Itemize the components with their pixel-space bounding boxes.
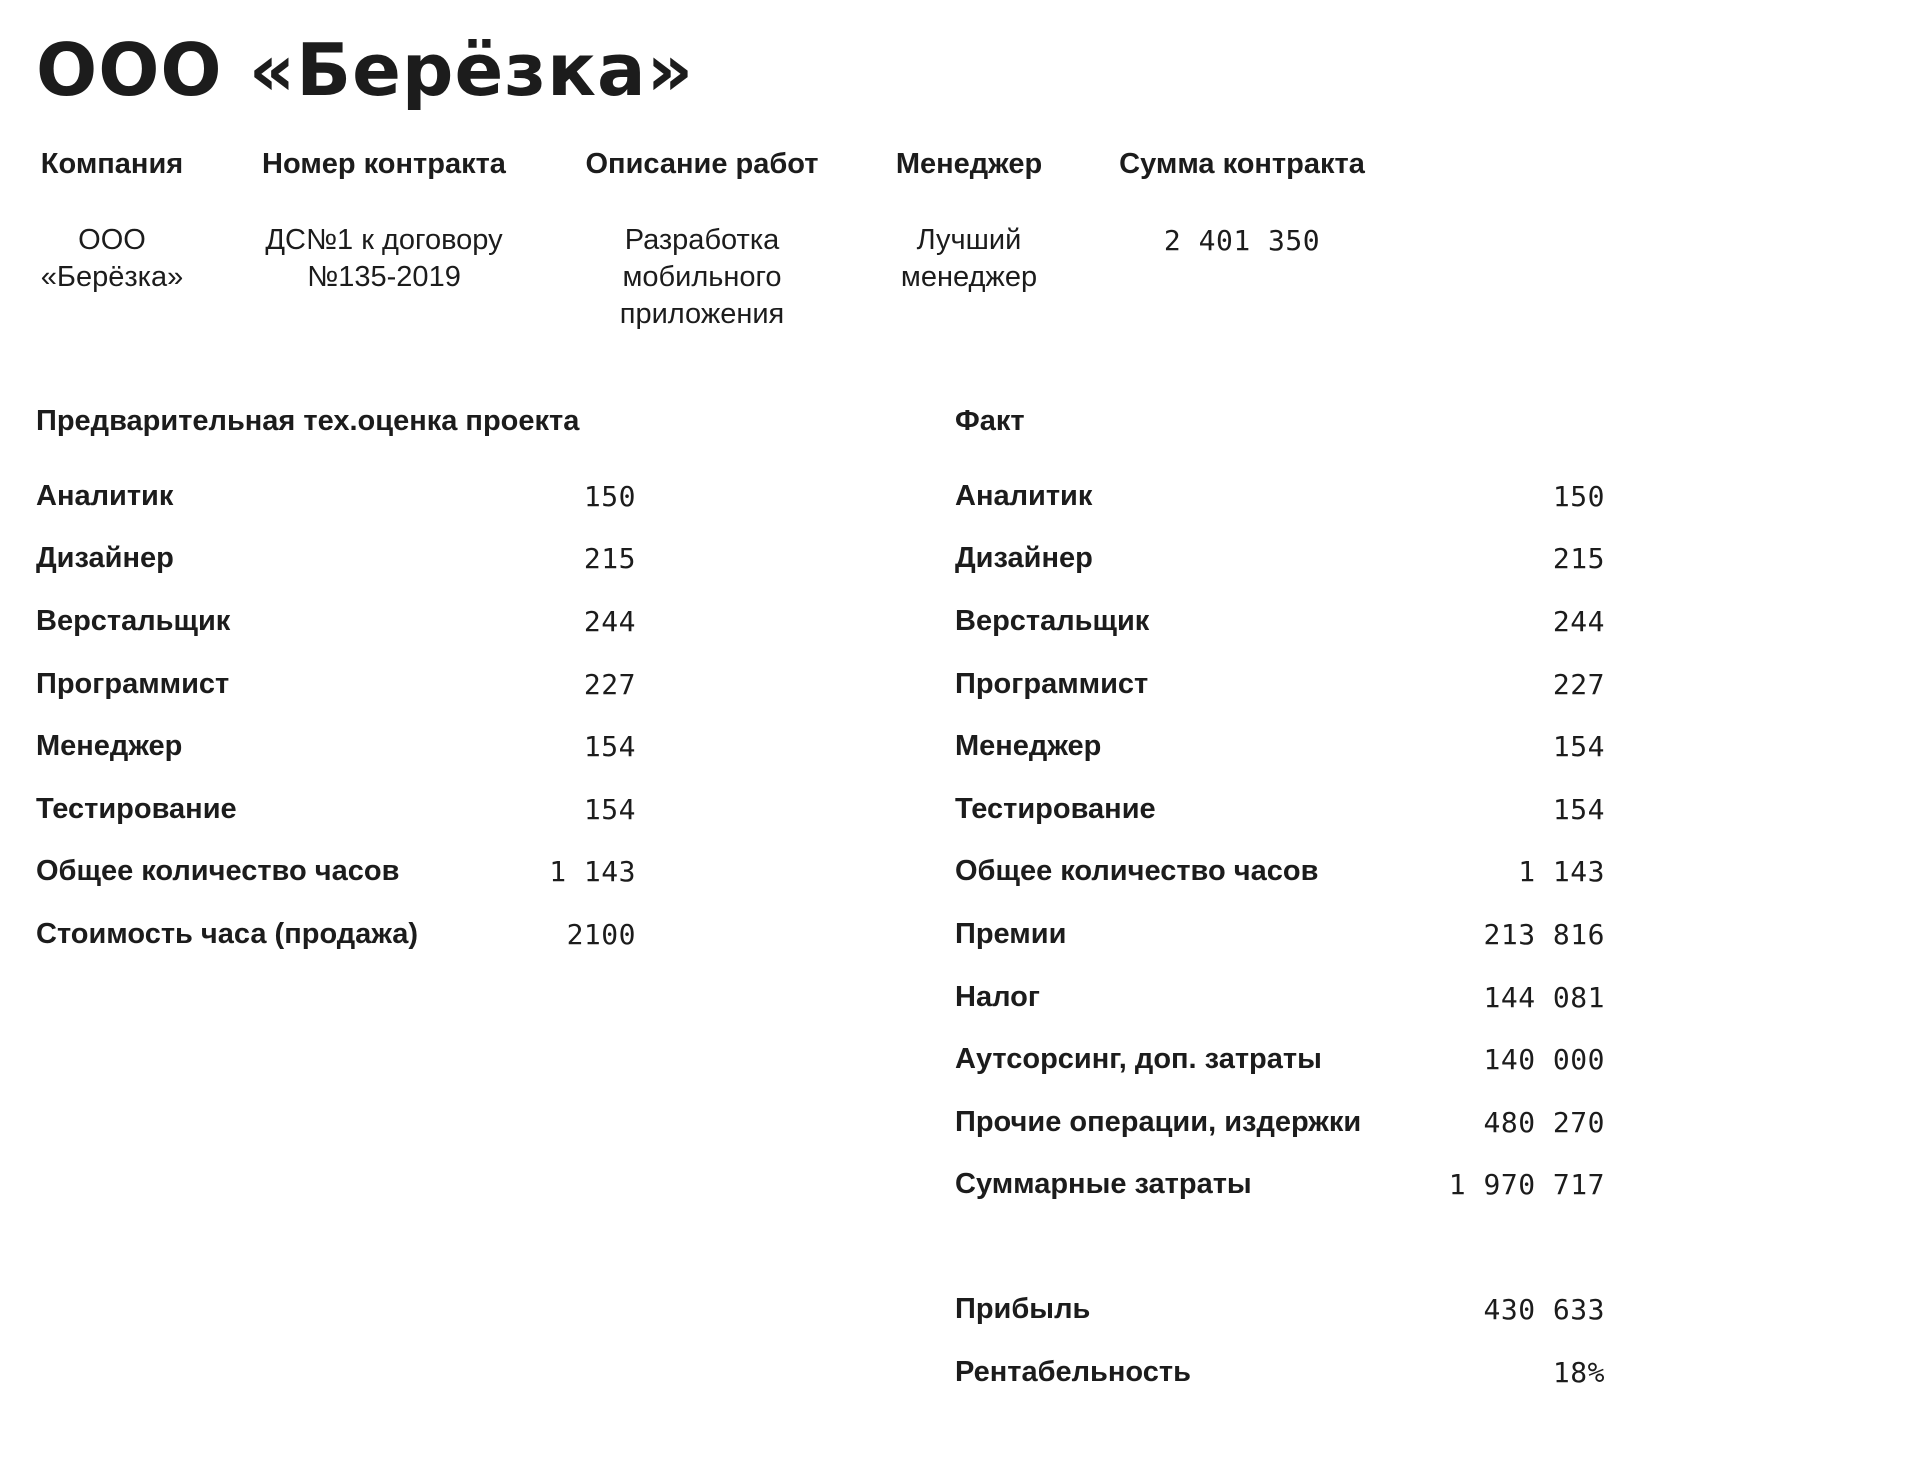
estimate-row-value: 2100: [566, 917, 636, 951]
fact-row: [955, 1154, 1605, 1217]
fact-row-label: Премии: [955, 917, 1067, 950]
description-value-line: мобильного: [622, 261, 782, 293]
fact-row-label: Прочие операции, издержки: [955, 1105, 1362, 1138]
fact-row-value: 154: [1552, 730, 1605, 764]
fact-row-label: Верстальщик: [955, 604, 1150, 637]
contract-number-value: [250, 222, 518, 296]
estimate-row: [36, 841, 636, 904]
fact-row-label: Налог: [955, 980, 1040, 1013]
fact-row-value: 215: [1552, 542, 1605, 576]
fact-table: [955, 465, 1605, 1403]
estimate-row-label: Общее количество часов: [36, 855, 400, 888]
estimate-row-value: 1 143: [549, 855, 636, 889]
fact-row: [955, 1028, 1605, 1091]
estimate-row-value: 244: [583, 604, 636, 638]
fact-row-label: Аутсорсинг, доп. затраты: [955, 1043, 1322, 1076]
contract-number-column: [250, 146, 518, 296]
amount-column: [1108, 146, 1376, 259]
fact-row-value: 1 143: [1518, 855, 1605, 889]
estimate-row-label: Программист: [36, 667, 230, 700]
estimate-row: [36, 903, 636, 966]
fact-row: [955, 966, 1605, 1029]
manager-value: [886, 222, 1052, 296]
estimate-row: [36, 653, 636, 716]
estimate-row-value: 215: [583, 542, 636, 576]
contract-number-value-line: №135-2019: [307, 261, 461, 293]
contract-number-value-line: ДС№1 к договору: [265, 224, 503, 256]
profit-label: Прибыль: [955, 1292, 1091, 1325]
fact-row: [955, 1091, 1605, 1154]
company-value: [36, 222, 188, 296]
fact-row-value: 144 081: [1483, 980, 1605, 1014]
fact-row: [955, 653, 1605, 716]
fact-row-label: Дизайнер: [955, 542, 1093, 575]
estimate-row-label: Стоимость часа (продажа): [36, 917, 419, 950]
estimate-row: [36, 590, 636, 653]
fact-row-value: 244: [1552, 604, 1605, 638]
fact-row-label: Менеджер: [955, 730, 1102, 763]
fact-row-label: Программист: [955, 667, 1149, 700]
estimate-row-value: 154: [583, 792, 636, 826]
manager-column: [886, 146, 1052, 296]
manager-value-line: менеджер: [900, 261, 1038, 293]
fact-row: [955, 715, 1605, 778]
company-column: [36, 146, 188, 296]
profitability-label: Рентабельность: [955, 1355, 1191, 1388]
estimate-row: [36, 465, 636, 528]
amount-value-line: 2 401 350: [1163, 224, 1321, 257]
fact-row: [955, 590, 1605, 653]
estimate-row: [36, 528, 636, 591]
fact-row-value: 213 816: [1483, 917, 1605, 951]
fact-title: Факт: [955, 405, 1025, 437]
estimate-row: [36, 778, 636, 841]
fact-row: [955, 778, 1605, 841]
fact-row-value: 150: [1552, 479, 1605, 513]
amount-header: Сумма контракта: [1119, 148, 1365, 180]
page-title: ООО «Берёзка»: [36, 28, 695, 112]
fact-row-value: 140 000: [1483, 1043, 1605, 1077]
company-value-line: ООО: [78, 224, 146, 256]
fact-row: [955, 903, 1605, 966]
manager-value-line: Лучший: [916, 224, 1022, 256]
description-value-line: Разработка: [624, 224, 780, 256]
fact-row-label: Общее количество часов: [955, 855, 1319, 888]
estimate-row-label: Верстальщик: [36, 604, 231, 637]
description-header: Описание работ: [585, 148, 819, 180]
fact-row-label: Тестирование: [955, 792, 1156, 825]
summary-spacer: [955, 1216, 1605, 1278]
fact-row-label: Аналитик: [955, 479, 1093, 512]
profit-value: 430 633: [1483, 1292, 1605, 1326]
fact-row-value: 480 270: [1483, 1105, 1605, 1139]
estimate-section: [36, 403, 636, 966]
contract-number-header: Номер контракта: [262, 148, 506, 180]
profit-row: [955, 1278, 1605, 1341]
estimate-row-value: 154: [583, 730, 636, 764]
fact-row-label: Суммарные затраты: [955, 1168, 1252, 1201]
company-header: Компания: [40, 148, 184, 180]
description-value-line: приложения: [619, 298, 785, 330]
profitability-value: 18%: [1552, 1355, 1605, 1389]
estimate-row-value: 227: [583, 667, 636, 701]
fact-row-value: 1 970 717: [1448, 1168, 1605, 1202]
estimate-row-label: Аналитик: [36, 479, 174, 512]
manager-header: Менеджер: [895, 148, 1043, 180]
fact-row-value: 154: [1552, 792, 1605, 826]
profitability-row: [955, 1341, 1605, 1404]
estimate-row-label: Тестирование: [36, 792, 237, 825]
description-value: [576, 222, 828, 333]
fact-section: [955, 403, 1605, 1403]
description-column: [576, 146, 828, 333]
estimate-table: [36, 465, 636, 966]
fact-row: [955, 465, 1605, 528]
estimate-title: Предварительная тех.оценка проекта: [36, 405, 580, 437]
estimate-row-label: Менеджер: [36, 730, 183, 763]
fact-row-value: 227: [1552, 667, 1605, 701]
fact-row: [955, 528, 1605, 591]
fact-row: [955, 841, 1605, 904]
estimate-row: [36, 715, 636, 778]
amount-value: [1108, 222, 1376, 259]
estimate-row-label: Дизайнер: [36, 542, 174, 575]
estimate-row-value: 150: [583, 479, 636, 513]
company-value-line: «Берёзка»: [40, 261, 184, 293]
